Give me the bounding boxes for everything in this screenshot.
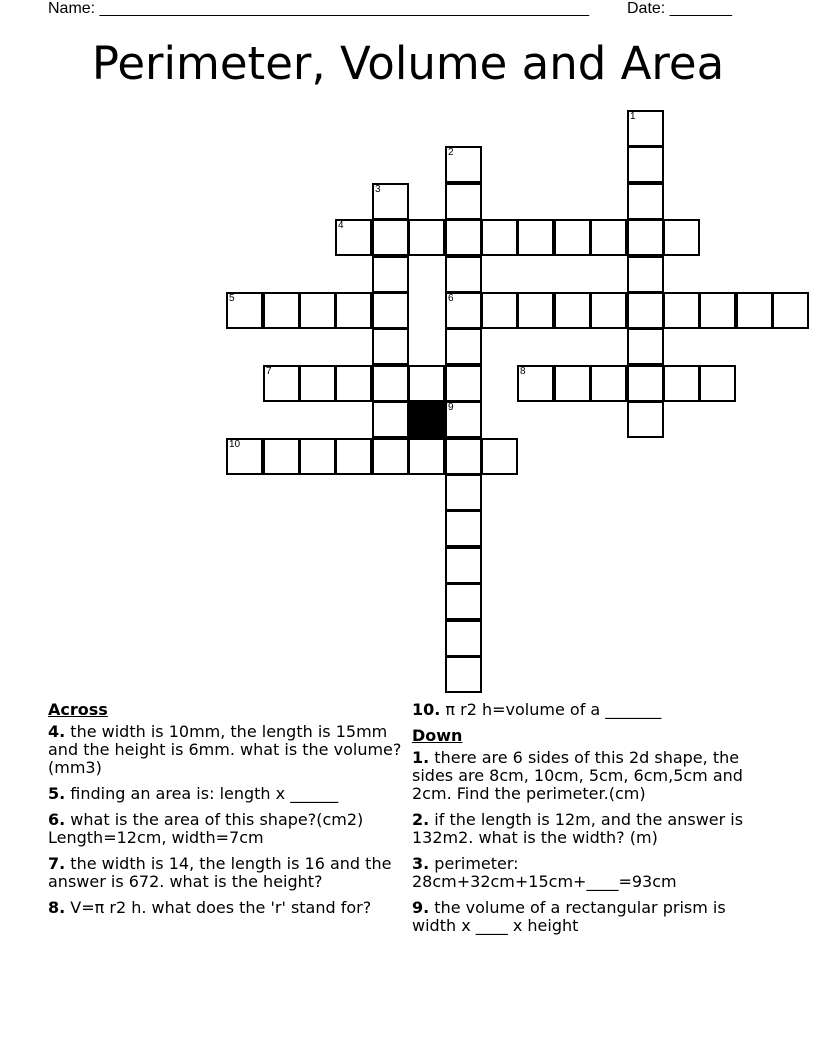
grid-cell[interactable] (263, 292, 300, 329)
grid-cell[interactable] (590, 292, 627, 329)
clue-text: perimeter: 28cm+32cm+15cm+____=93cm (412, 854, 677, 891)
clue-number-label: 1 (630, 111, 636, 122)
clue-number: 1. (412, 748, 430, 767)
grid-cell[interactable] (554, 365, 591, 402)
grid-cell[interactable] (372, 219, 409, 256)
clue-number-label: 3 (375, 184, 381, 195)
grid-cell[interactable] (481, 292, 518, 329)
grid-cell[interactable] (517, 292, 554, 329)
grid-cell[interactable] (263, 438, 300, 475)
grid-cell[interactable] (627, 183, 664, 220)
grid-cell[interactable] (408, 438, 445, 475)
clue-text: what is the area of this shape?(cm2) Length=12cm, width=7cm (48, 810, 364, 847)
clue-down-9 (412, 899, 767, 935)
grid-cell[interactable] (445, 474, 482, 511)
grid-cell[interactable] (663, 292, 700, 329)
clue-number-label: 5 (229, 293, 235, 304)
clue-number-label: 2 (448, 147, 454, 158)
clue-number: 6. (48, 810, 66, 829)
down-heading: Down (412, 726, 463, 745)
grid-cell[interactable] (445, 583, 482, 620)
across-clues (48, 701, 403, 925)
clue-down-1 (412, 749, 767, 803)
clue-across-4 (48, 723, 403, 777)
clue-text: if the length is 12m, and the answer is 132m2. what is the width? (m) (412, 810, 744, 847)
clue-text: V=π r2 h. what does the 'r' stand for? (65, 898, 372, 917)
grid-cell[interactable] (663, 365, 700, 402)
grid-cell[interactable] (481, 438, 518, 475)
grid-cell[interactable] (627, 401, 664, 438)
clue-down-2 (412, 811, 767, 847)
grid-cell[interactable] (445, 256, 482, 293)
grid-cell[interactable] (299, 365, 336, 402)
clue-down-3 (412, 855, 767, 891)
clue-number: 9. (412, 898, 430, 917)
grid-cell[interactable] (481, 219, 518, 256)
grid-cell[interactable] (335, 365, 372, 402)
grid-cell[interactable] (335, 219, 372, 256)
grid-cell[interactable] (372, 292, 409, 329)
grid-cell[interactable] (445, 219, 482, 256)
grid-cell[interactable] (408, 219, 445, 256)
clue-number: 10. (412, 700, 441, 719)
grid-cell[interactable] (517, 365, 554, 402)
across-heading: Across (48, 700, 108, 719)
grid-cell[interactable] (299, 438, 336, 475)
grid-cell[interactable] (335, 438, 372, 475)
grid-cell[interactable] (445, 620, 482, 657)
clue-number: 2. (412, 810, 430, 829)
grid-cell[interactable] (590, 219, 627, 256)
grid-cell[interactable] (226, 438, 263, 475)
grid-cell[interactable] (663, 219, 700, 256)
clue-number-label: 8 (520, 366, 526, 377)
grid-cell[interactable] (445, 183, 482, 220)
grid-cell[interactable] (699, 292, 736, 329)
clue-number-label: 10 (229, 439, 241, 450)
grid-cell[interactable] (627, 292, 664, 329)
grid-cell[interactable] (408, 365, 445, 402)
grid-cell[interactable] (445, 365, 482, 402)
clue-text: finding an area is: length x ______ (65, 784, 339, 803)
clue-number: 3. (412, 854, 430, 873)
grid-cell[interactable] (445, 401, 482, 438)
clue-number-label: 6 (448, 293, 454, 304)
clue-text: π r2 h=volume of a _______ (440, 700, 662, 719)
clue-text: the width is 14, the length is 16 and the answer is 672. what is the height? (48, 854, 392, 891)
clue-across-7 (48, 855, 403, 891)
clue-number-label: 9 (448, 402, 454, 413)
date-field: Date: _______ (627, 0, 732, 17)
grid-cell[interactable] (335, 292, 372, 329)
clue-number: 4. (48, 722, 66, 741)
grid-cell[interactable] (445, 328, 482, 365)
clue-number: 5. (48, 784, 66, 803)
grid-cell[interactable] (445, 292, 482, 329)
grid-cell[interactable] (627, 365, 664, 402)
grid-cell[interactable] (554, 219, 591, 256)
clue-number-label: 4 (338, 220, 344, 231)
grid-cell[interactable] (699, 365, 736, 402)
clue-across-5 (48, 785, 403, 803)
grid-cell[interactable] (372, 365, 409, 402)
grid-cell[interactable] (627, 328, 664, 365)
grid-cell[interactable] (627, 219, 664, 256)
grid-cell[interactable] (772, 292, 809, 329)
grid-cell[interactable] (299, 292, 336, 329)
clue-text: the width is 10mm, the length is 15mm and the height is 6mm. what is the volume? (mm3) (48, 722, 402, 777)
grid-cell[interactable] (590, 365, 627, 402)
grid-cell[interactable] (372, 328, 409, 365)
grid-cell[interactable] (736, 292, 773, 329)
grid-cell[interactable] (226, 292, 263, 329)
grid-cell[interactable] (445, 510, 482, 547)
down-clues (412, 701, 767, 943)
grid-cell[interactable] (627, 256, 664, 293)
grid-cell[interactable] (263, 365, 300, 402)
grid-cell[interactable] (372, 401, 409, 438)
clue-across-8 (48, 899, 403, 917)
page-title: Perimeter, Volume and Area (91, 37, 725, 90)
clue-text: there are 6 sides of this 2d shape, the sides are 8cm, 10cm, 5cm, 6cm,5cm and 2cm. Find the perimeter.(cm) (412, 748, 743, 803)
grid-cell[interactable] (445, 146, 482, 183)
grid-cell[interactable] (517, 219, 554, 256)
clue-across-10 (412, 701, 767, 719)
name-field: Name: _______________________________________________________ (48, 0, 589, 17)
grid-cell[interactable] (627, 110, 664, 147)
clue-text: the volume of a rectangular prism is width x ____ x height (412, 898, 726, 935)
black-cell (408, 401, 445, 438)
grid-cell[interactable] (627, 146, 664, 183)
grid-cell[interactable] (445, 438, 482, 475)
clue-across-6 (48, 811, 403, 847)
grid-cell[interactable] (372, 438, 409, 475)
grid-cell[interactable] (554, 292, 591, 329)
clue-number-label: 7 (266, 366, 272, 377)
clue-number: 7. (48, 854, 66, 873)
grid-cell[interactable] (372, 256, 409, 293)
grid-cell[interactable] (372, 183, 409, 220)
clue-number: 8. (48, 898, 66, 917)
grid-cell[interactable] (445, 547, 482, 584)
grid-cell[interactable] (445, 656, 482, 693)
